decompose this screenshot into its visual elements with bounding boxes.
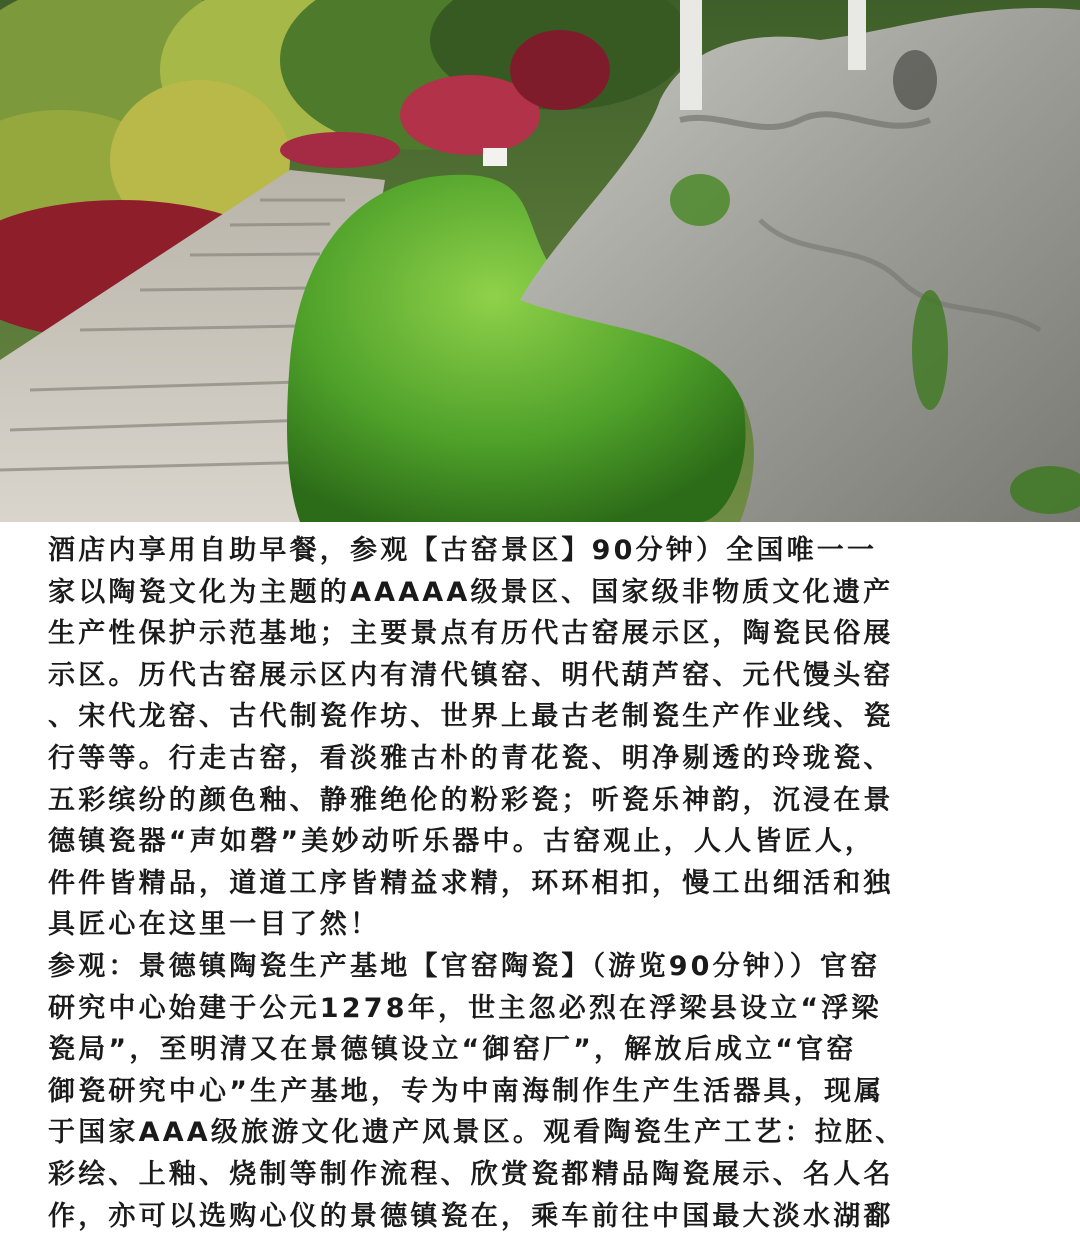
text-line: 御瓷研究中心”生产基地，专为中南海制作生产生活器具，现属 (48, 1071, 1048, 1113)
garden-path-image (0, 0, 1080, 522)
text-line: 作，亦可以选购心仪的景德镇瓷在，乘车前往中国最大淡水湖鄱 (48, 1196, 1048, 1237)
text-line: 彩绘、上釉、烧制等制作流程、欣赏瓷都精品陶瓷展示、名人名 (48, 1154, 1048, 1196)
text-line: 具匠心在这里一目了然！ (48, 904, 1048, 946)
text-line: 件件皆精品，道道工序皆精益求精，环环相扣，慢工出细活和独 (48, 863, 1048, 905)
text-line: 家以陶瓷文化为主题的AAAAA级景区、国家级非物质文化遗产 (48, 572, 1048, 614)
text-line: 示区。历代古窑展示区内有清代镇窑、明代葫芦窑、元代馒头窑 (48, 655, 1048, 697)
itinerary-text (48, 530, 1048, 1200)
text-line: 生产性保护示范基地；主要景点有历代古窑展示区，陶瓷民俗展 (48, 613, 1048, 655)
text-line: 瓷局”，至明清又在景德镇设立“御窑厂”，解放后成立“官窑 (48, 1029, 1048, 1071)
scenic-photo (0, 0, 1080, 522)
text-line: 、宋代龙窑、古代制瓷作坊、世界上最古老制瓷生产作业线、瓷 (48, 696, 1048, 738)
text-line: 行等等。行走古窑，看淡雅古朴的青花瓷、明净剔透的玲珑瓷、 (48, 738, 1048, 780)
text-line: 于国家AAA级旅游文化遗产风景区。观看陶瓷生产工艺：拉胚、 (48, 1112, 1048, 1154)
text-line: 酒店内享用自助早餐，参观【古窑景区】90分钟）全国唯一一 (48, 530, 1048, 572)
text-line: 德镇瓷器“声如磬”美妙动听乐器中。古窑观止，人人皆匠人， (48, 821, 1048, 863)
text-line: 研究中心始建于公元1278年，世主忽必烈在浮梁县设立“浮梁 (48, 988, 1048, 1030)
text-line: 参观：景德镇陶瓷生产基地【官窑陶瓷】（游览90分钟））官窑 (48, 946, 1048, 988)
text-line: 五彩缤纷的颜色釉、静雅绝伦的粉彩瓷；听瓷乐神韵，沉浸在景 (48, 780, 1048, 822)
